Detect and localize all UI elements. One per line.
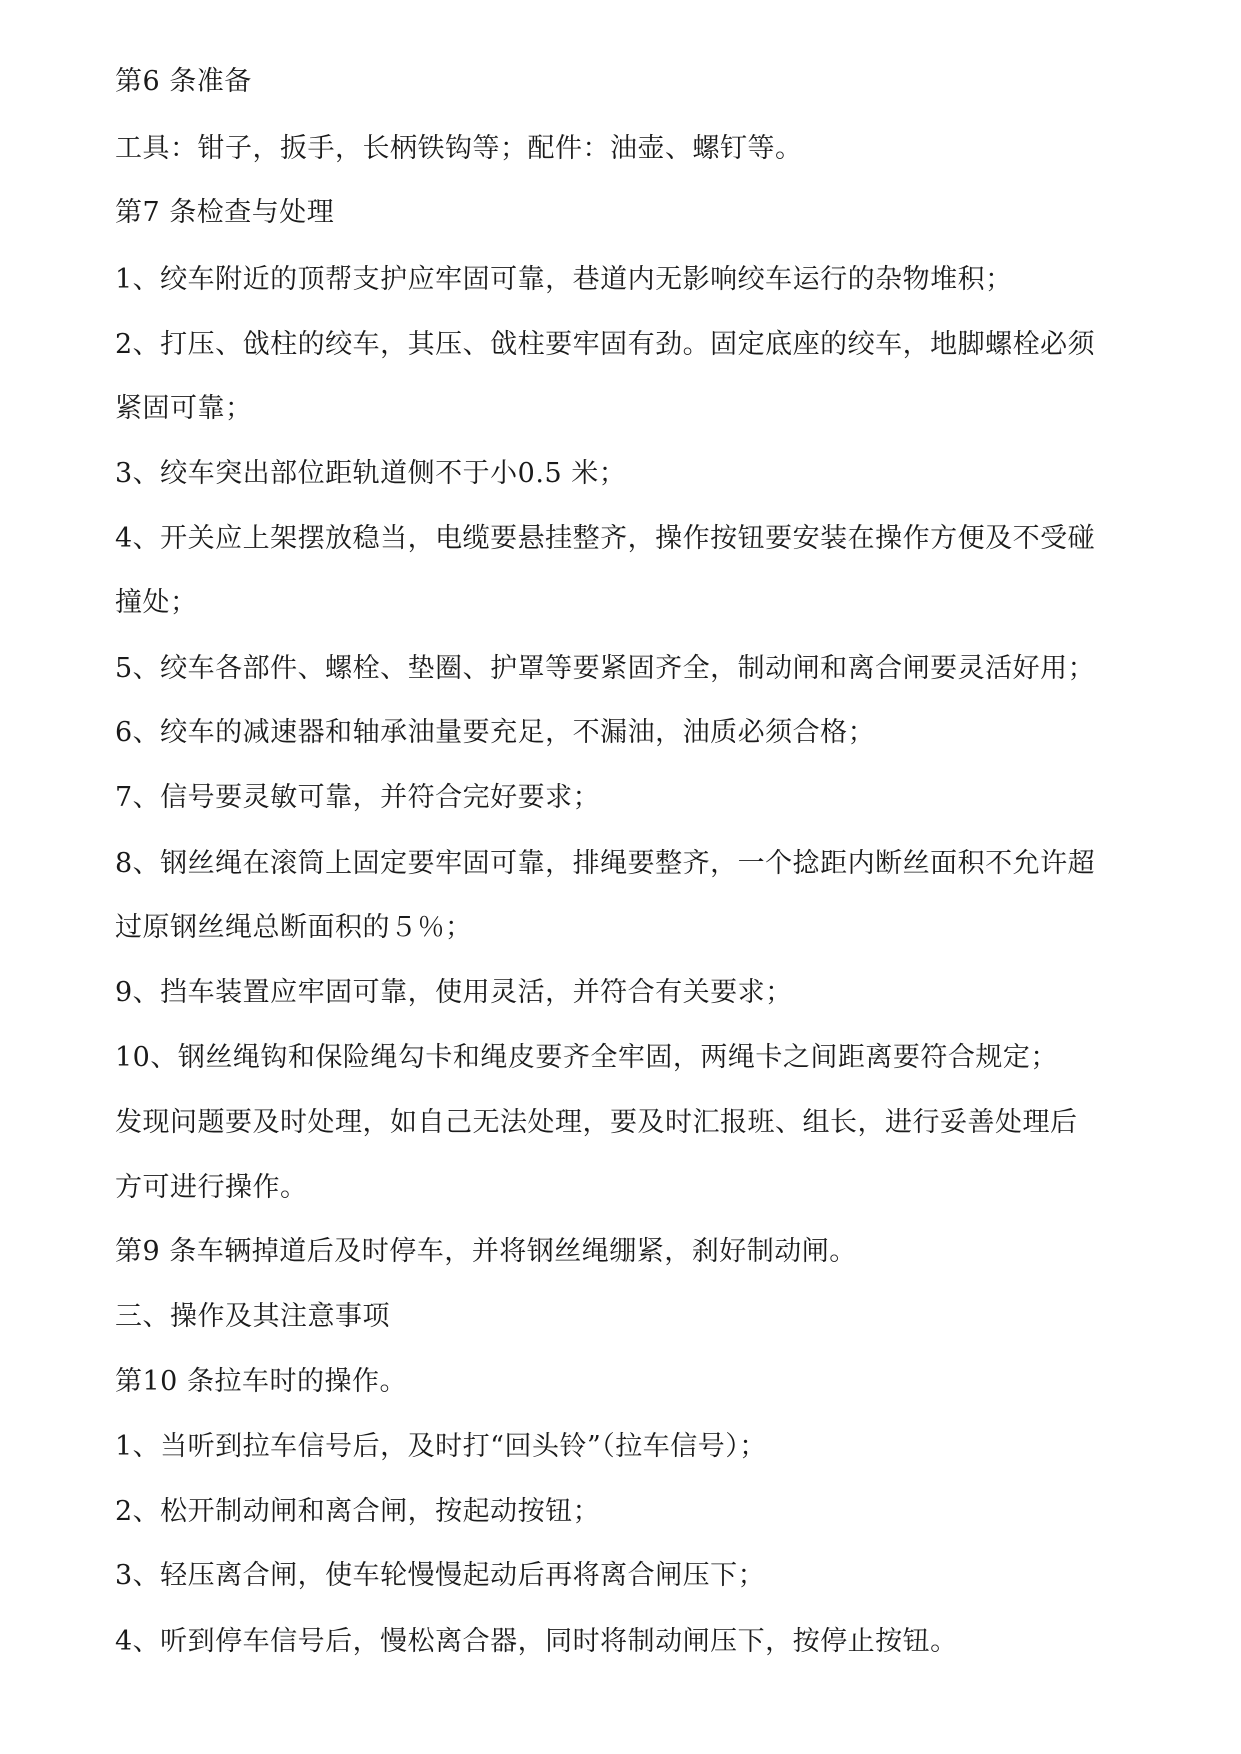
operation-step-3: 3、轻压离合闸，使车轮慢慢起动后再将离合闸压下；: [115, 1560, 766, 1591]
check-item-10: 10、钢丝绳钩和保险绳勾卡和绳皮要齐全牢固，两绳卡之间距离要符合规定；: [115, 1042, 1058, 1073]
check-item-2-continued: 紧固可靠；: [115, 393, 253, 424]
check-item-8-continued: 过原钢丝绳总断面积的５％；: [115, 912, 473, 943]
operation-step-2: 2、松开制动闸和离合闸，按起动按钮；: [115, 1496, 601, 1527]
check-item-9: 9、挡车装置应牢固可靠，使用灵活，并符合有关要求；: [115, 977, 793, 1008]
problem-handling-paragraph: 发现问题要及时处理，如自己无法处理，要及时汇报班、组长，进行妥善处理后: [115, 1107, 1078, 1138]
section-heading-article-7: 第7 条检查与处理: [115, 197, 335, 228]
article-9-paragraph: 第9 条车辆掉道后及时停车，并将钢丝绳绷紧，刹好制动闸。: [115, 1236, 857, 1267]
tools-paragraph: 工具：钳子，扳手，长柄铁钩等；配件：油壶、螺钉等。: [115, 133, 803, 164]
check-item-6: 6、绞车的减速器和轴承油量要充足，不漏油，油质必须合格；: [115, 717, 876, 748]
check-item-2: 2、打压、戗柱的绞车，其压、戗柱要牢固有劲。固定底座的绞车，地脚螺栓必须: [115, 329, 1096, 360]
section-heading-article-10: 第10 条拉车时的操作。: [115, 1366, 407, 1397]
check-item-5: 5、绞车各部件、螺栓、垫圈、护罩等要紧固齐全，制动闸和离合闸要灵活好用；: [115, 653, 1096, 684]
section-heading-article-6: 第6 条准备: [115, 66, 252, 97]
check-item-1: 1、绞车附近的顶帮支护应牢固可靠，巷道内无影响绞车运行的杂物堆积；: [115, 264, 1013, 295]
operation-step-1: 1、当听到拉车信号后，及时打“回头铃”（拉车信号）；: [115, 1431, 767, 1462]
operation-step-4: 4、听到停车信号后，慢松离合器，同时将制动闸压下，按停止按钮。: [115, 1626, 958, 1657]
check-item-7: 7、信号要灵敏可靠，并符合完好要求；: [115, 782, 601, 813]
check-item-3: 3、绞车突出部位距轨道侧不于小0.5 米；: [115, 458, 627, 489]
problem-handling-continued: 方可进行操作。: [115, 1172, 308, 1203]
check-item-8: 8、钢丝绳在滚筒上固定要牢固可靠，排绳要整齐，一个捻距内断丝面积不允许超: [115, 848, 1096, 879]
check-item-4-continued: 撞处；: [115, 587, 198, 618]
check-item-4: 4、开关应上架摆放稳当，电缆要悬挂整齐，操作按钮要安装在操作方便及不受碰: [115, 523, 1096, 554]
section-heading-operations: 三、操作及其注意事项: [115, 1301, 390, 1332]
